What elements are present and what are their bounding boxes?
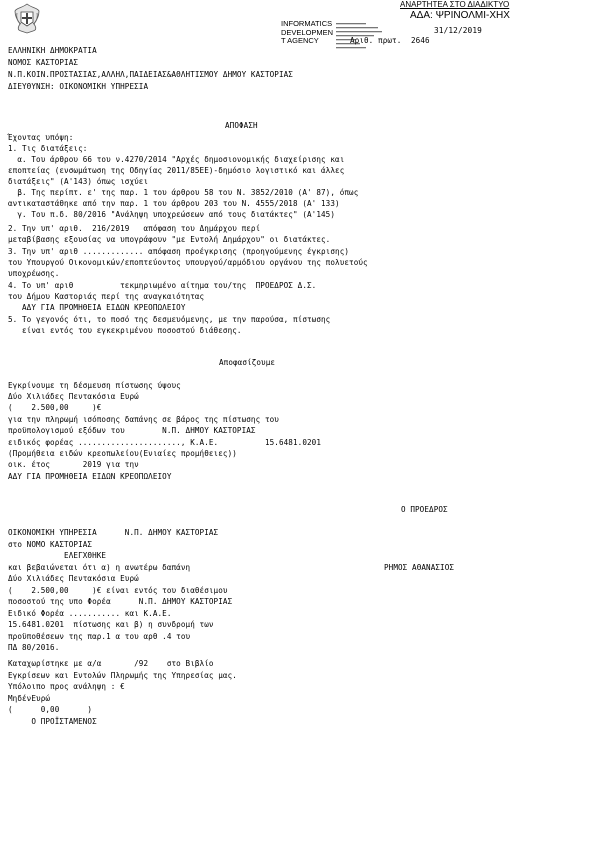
- verification-line: προϋποθέσεων της παρ.1 α του αρθ .4 του: [8, 632, 191, 641]
- document-date: 31/12/2019: [434, 26, 482, 35]
- verification-line: Εγκρίσεων και Εντολών Πληρωμής της Υπηρεσίας μας.: [8, 671, 237, 680]
- issuer-line: ΕΛΛΗΝΙΚΗ ΔΗΜΟΚΡΑΤΙΑ: [8, 46, 97, 55]
- agency-stamp-line-3: T AGENCY: [281, 36, 319, 45]
- verification-line: 15.6481.0201 πίστωσης και β) η συνδρομή των: [8, 620, 214, 629]
- preamble-line: α. Του άρθρου 66 του ν.4270/2014 "Αρχές δημοσιονομικής διαχείρισης και: [8, 155, 345, 164]
- preamble-line: μεταβίβασης εξουσίας να υπογράφουν "με Εντολή Δημάρχου" οι διατάκτες.: [8, 235, 331, 244]
- verification-line: ποσοστού της υπο Φορέα Ν.Π. ΔΗΜΟΥ ΚΑΣΤΟΡΙΑΣ: [8, 597, 233, 606]
- verification-line: Ειδικό Φορέα ........... και Κ.Α.Ε.: [8, 609, 172, 618]
- preamble-line: 2. Την υπ' αριθ. 216/2019 απόφαση του Δημάρχου περί: [8, 224, 261, 233]
- verification-line: Καταχωρίστηκε με α/α /92 στο Βιβλίο: [8, 659, 214, 668]
- preamble-line: του Υπουργού Οικονομικών/εποπτεύοντος υπουργού/αρμόδιου οργάνου της πολυετούς: [8, 258, 368, 267]
- verification-line: ( 2.500,00 )€ είναι εντός του διαθέσιμου: [8, 586, 228, 595]
- hellenic-republic-emblem-icon: [12, 2, 42, 34]
- protocol-number-label: Αριθ. πρωτ.: [350, 36, 402, 45]
- preamble-line: ΑΔΥ ΓΙΑ ΠΡΟΜΗΘΕΙΑ ΕΙΔΩΝ ΚΡΕΟΠΩΛΕΙΟΥ: [8, 303, 186, 312]
- verification-line: Δύο Χιλιάδες Πεντακόσια Ευρώ: [8, 574, 139, 583]
- preamble-line: 3. Την υπ' αριθ ............. απόφαση προέγκρισης (προηγούμενης έγκρισης): [8, 247, 350, 256]
- issuer-line: ΝΟΜΟΣ ΚΑΣΤΟΡΙΑΣ: [8, 58, 79, 67]
- signatory-title: Ο ΠΡΟΕΔΡΟΣ: [401, 505, 448, 514]
- decision-line: Δύο Χιλιάδες Πεντακόσια Ευρώ: [8, 392, 139, 401]
- signatory-name: ΡΗΜΟΣ ΑΘΑΝΑΣΙΟΣ: [384, 563, 455, 572]
- decision-line: οικ. έτος 2019 για την: [8, 460, 139, 469]
- preamble-line: του Δήμου Καστοριάς περί της αναγκαιότητας: [8, 292, 205, 301]
- verification-line: και βεβαιώνεται ότι α) η ανωτέρω δαπάνη: [8, 563, 191, 572]
- decision-line: Εγκρίνουμε τη δέσμευση πίστωσης ύψους: [8, 381, 181, 390]
- decision-line: για την πληρωμή ισόποσης δαπάνης σε βάρος της πίστωσης του: [8, 415, 279, 424]
- preamble-line: Έχοντας υπόψη:: [8, 133, 74, 142]
- preamble-line: γ. Του π.δ. 80/2016 "Ανάληψη υποχρεώσεων από τους διατάκτες" (Α'145): [8, 210, 336, 219]
- agency-stamp-line-1: INFORMATICS: [281, 19, 333, 28]
- preamble-line: διατάξεις" (Α'143) όπως ισχύει: [8, 177, 149, 186]
- preamble-line: αντικαταστάθηκε από την παρ. 1 του άρθρου 203 του Ν. 4555/2018 (Α' 133): [8, 199, 340, 208]
- preamble-line: 5. Το γεγονός ότι, το ποσό της δεσμευόμενης, με την παρούσα, πίστωσης: [8, 315, 331, 324]
- decision-line: ( 2.500,00 )€: [8, 403, 102, 412]
- agency-stamp-line-2: DEVELOPMEN: [281, 27, 334, 37]
- preamble-line: είναι εντός του εγκεκριμένου ποσοστού διάθεσης.: [8, 326, 242, 335]
- decide-title: Αποφασίζουμε: [219, 358, 276, 367]
- issuer-line: Ν.Π.ΚΟΙΝ.ΠΡΟΣΤΑΣΙΑΣ,ΑΛΛΗΛ,ΠΑΙΔΕΙΑΣ&ΑΘΛΗΤΙΣΜΟΥ ΔΗΜΟΥ ΚΑΣΤΟΡΙΑΣ: [8, 70, 293, 79]
- preamble-line: 4. Το υπ' αριθ τεκμηριωμένο αίτημα του/της ΠΡΟΕΔΡΟΣ Δ.Σ.: [8, 281, 317, 290]
- verification-line: ΕΛΕΓΧΘΗΚΕ: [8, 551, 107, 560]
- issuer-line: ΔΙΕΥΘΥΝΣΗ: ΟΙΚΟΝΟΜΙΚΗ ΥΠΗΡΕΣΙΑ: [8, 82, 149, 91]
- preamble-line: 1. Τις διατάξεις:: [8, 144, 88, 153]
- verification-line: ΜηδένΕυρώ: [8, 694, 51, 703]
- decision-line: ειδικός φορέας ......................, Κ.Α.Ε. 15.6481.0201: [8, 438, 322, 447]
- preamble-line: β. Της περίπτ. ε' της παρ. 1 του άρθρου 58 του Ν. 3852/2010 (Α' 87), όπως: [8, 188, 359, 197]
- verification-line: στο ΝΟΜΟ ΚΑΣΤΟΡΙΑΣ: [8, 540, 93, 549]
- verification-line: ΟΙΚΟΝΟΜΙΚΗ ΥΠΗΡΕΣΙΑ Ν.Π. ΔΗΜΟΥ ΚΑΣΤΟΡΙΑΣ: [8, 528, 219, 537]
- verification-line: Υπόλοιπο προς ανάληψη : €: [8, 682, 125, 691]
- posted-online-label: ΑΝΑΡΤΗΤΕΑ ΣΤΟ ΔΙΑΔΙΚΤΥΟ: [400, 0, 510, 9]
- verification-line: Ο ΠΡΟΪΣΤΑΜΕΝΟΣ: [8, 717, 97, 726]
- decision-line: (Προμήθεια ειδών κρεοπωλείου(Ενιαίες προμήθειες)): [8, 449, 237, 458]
- verification-line: ( 0,00 ): [8, 705, 93, 714]
- preamble-line: εποπτείας (ενσωμάτωση της Οδηγίας 2011/85ΕΕ)-δημόσιο λογιστικό και άλλες: [8, 166, 345, 175]
- ada-code: ΑΔΑ: ΨΡΙΝΟΛΜΙ-ΧΗΧ: [410, 10, 510, 21]
- preamble-line: υποχρέωσης.: [8, 269, 60, 278]
- decision-line: προϋπολογισμού εξόδων του Ν.Π. ΔΗΜΟΥ ΚΑΣΤΟΡΙΑΣ: [8, 426, 256, 435]
- protocol-number: 2646: [411, 36, 430, 45]
- verification-line: ΠΔ 80/2016.: [8, 643, 60, 652]
- decision-line: ΑΔΥ ΓΙΑ ΠΡΟΜΗΘΕΙΑ ΕΙΔΩΝ ΚΡΕΟΠΩΛΕΙΟΥ: [8, 472, 172, 481]
- decision-title: ΑΠΟΦΑΣΗ: [225, 121, 258, 130]
